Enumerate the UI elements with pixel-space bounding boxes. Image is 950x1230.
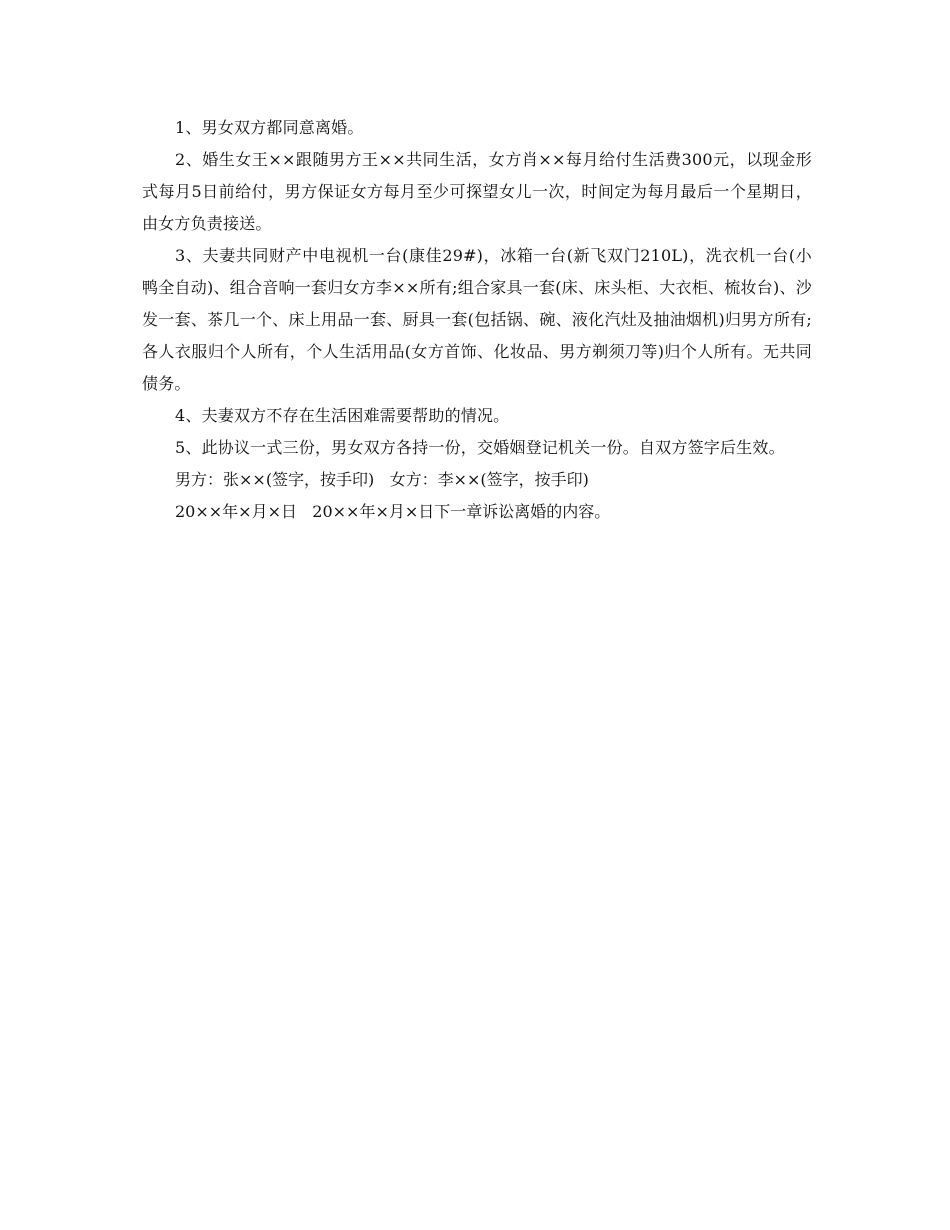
clause-3: 3、夫妻共同财产中电视机一台(康佳29#)，冰箱一台(新飞双门210L)，洗衣机一台(小鸭全自动)、组合音响一套归女方李××所有;组合家具一套(床、床头柜、大衣柜、梳妆台)、沙发一套、茶几一个、床上用品一套、厨具一套(包括锅、碗、液化汽灶及抽油烟机)归男方所有;各人衣服归个人所有，个人生活用品(女方首饰、化妆品、男方剃须刀等)归个人所有。无共同债务。 [142, 246, 812, 393]
clause-1: 1、男女双方都同意离婚。 [175, 118, 364, 137]
clause-4: 4、夫妻双方不存在生活困难需要帮助的情况。 [175, 406, 510, 425]
clause-5: 5、此协议一式三份，男女双方各持一份，交婚姻登记机关一份。自双方签字后生效。 [175, 438, 785, 457]
male-signature: 男方：张××(签字，按手印) [175, 470, 375, 489]
document-page [142, 112, 812, 528]
date-line [142, 496, 812, 528]
female-signature: 女方：李××(签字，按手印) [389, 470, 589, 489]
clause-2: 2、婚生女王××跟随男方王××共同生活，女方肖××每月给付生活费300元，以现金形式每月5日前给付，男方保证女方每月至少可探望女儿一次，时间定为每月最后一个星期日，由女方负责接送。 [142, 150, 812, 233]
signature-line [142, 464, 812, 496]
female-date: 20××年×月×日下一章诉讼离婚的内容。 [312, 502, 611, 521]
male-date: 20××年×月×日 [175, 502, 297, 521]
